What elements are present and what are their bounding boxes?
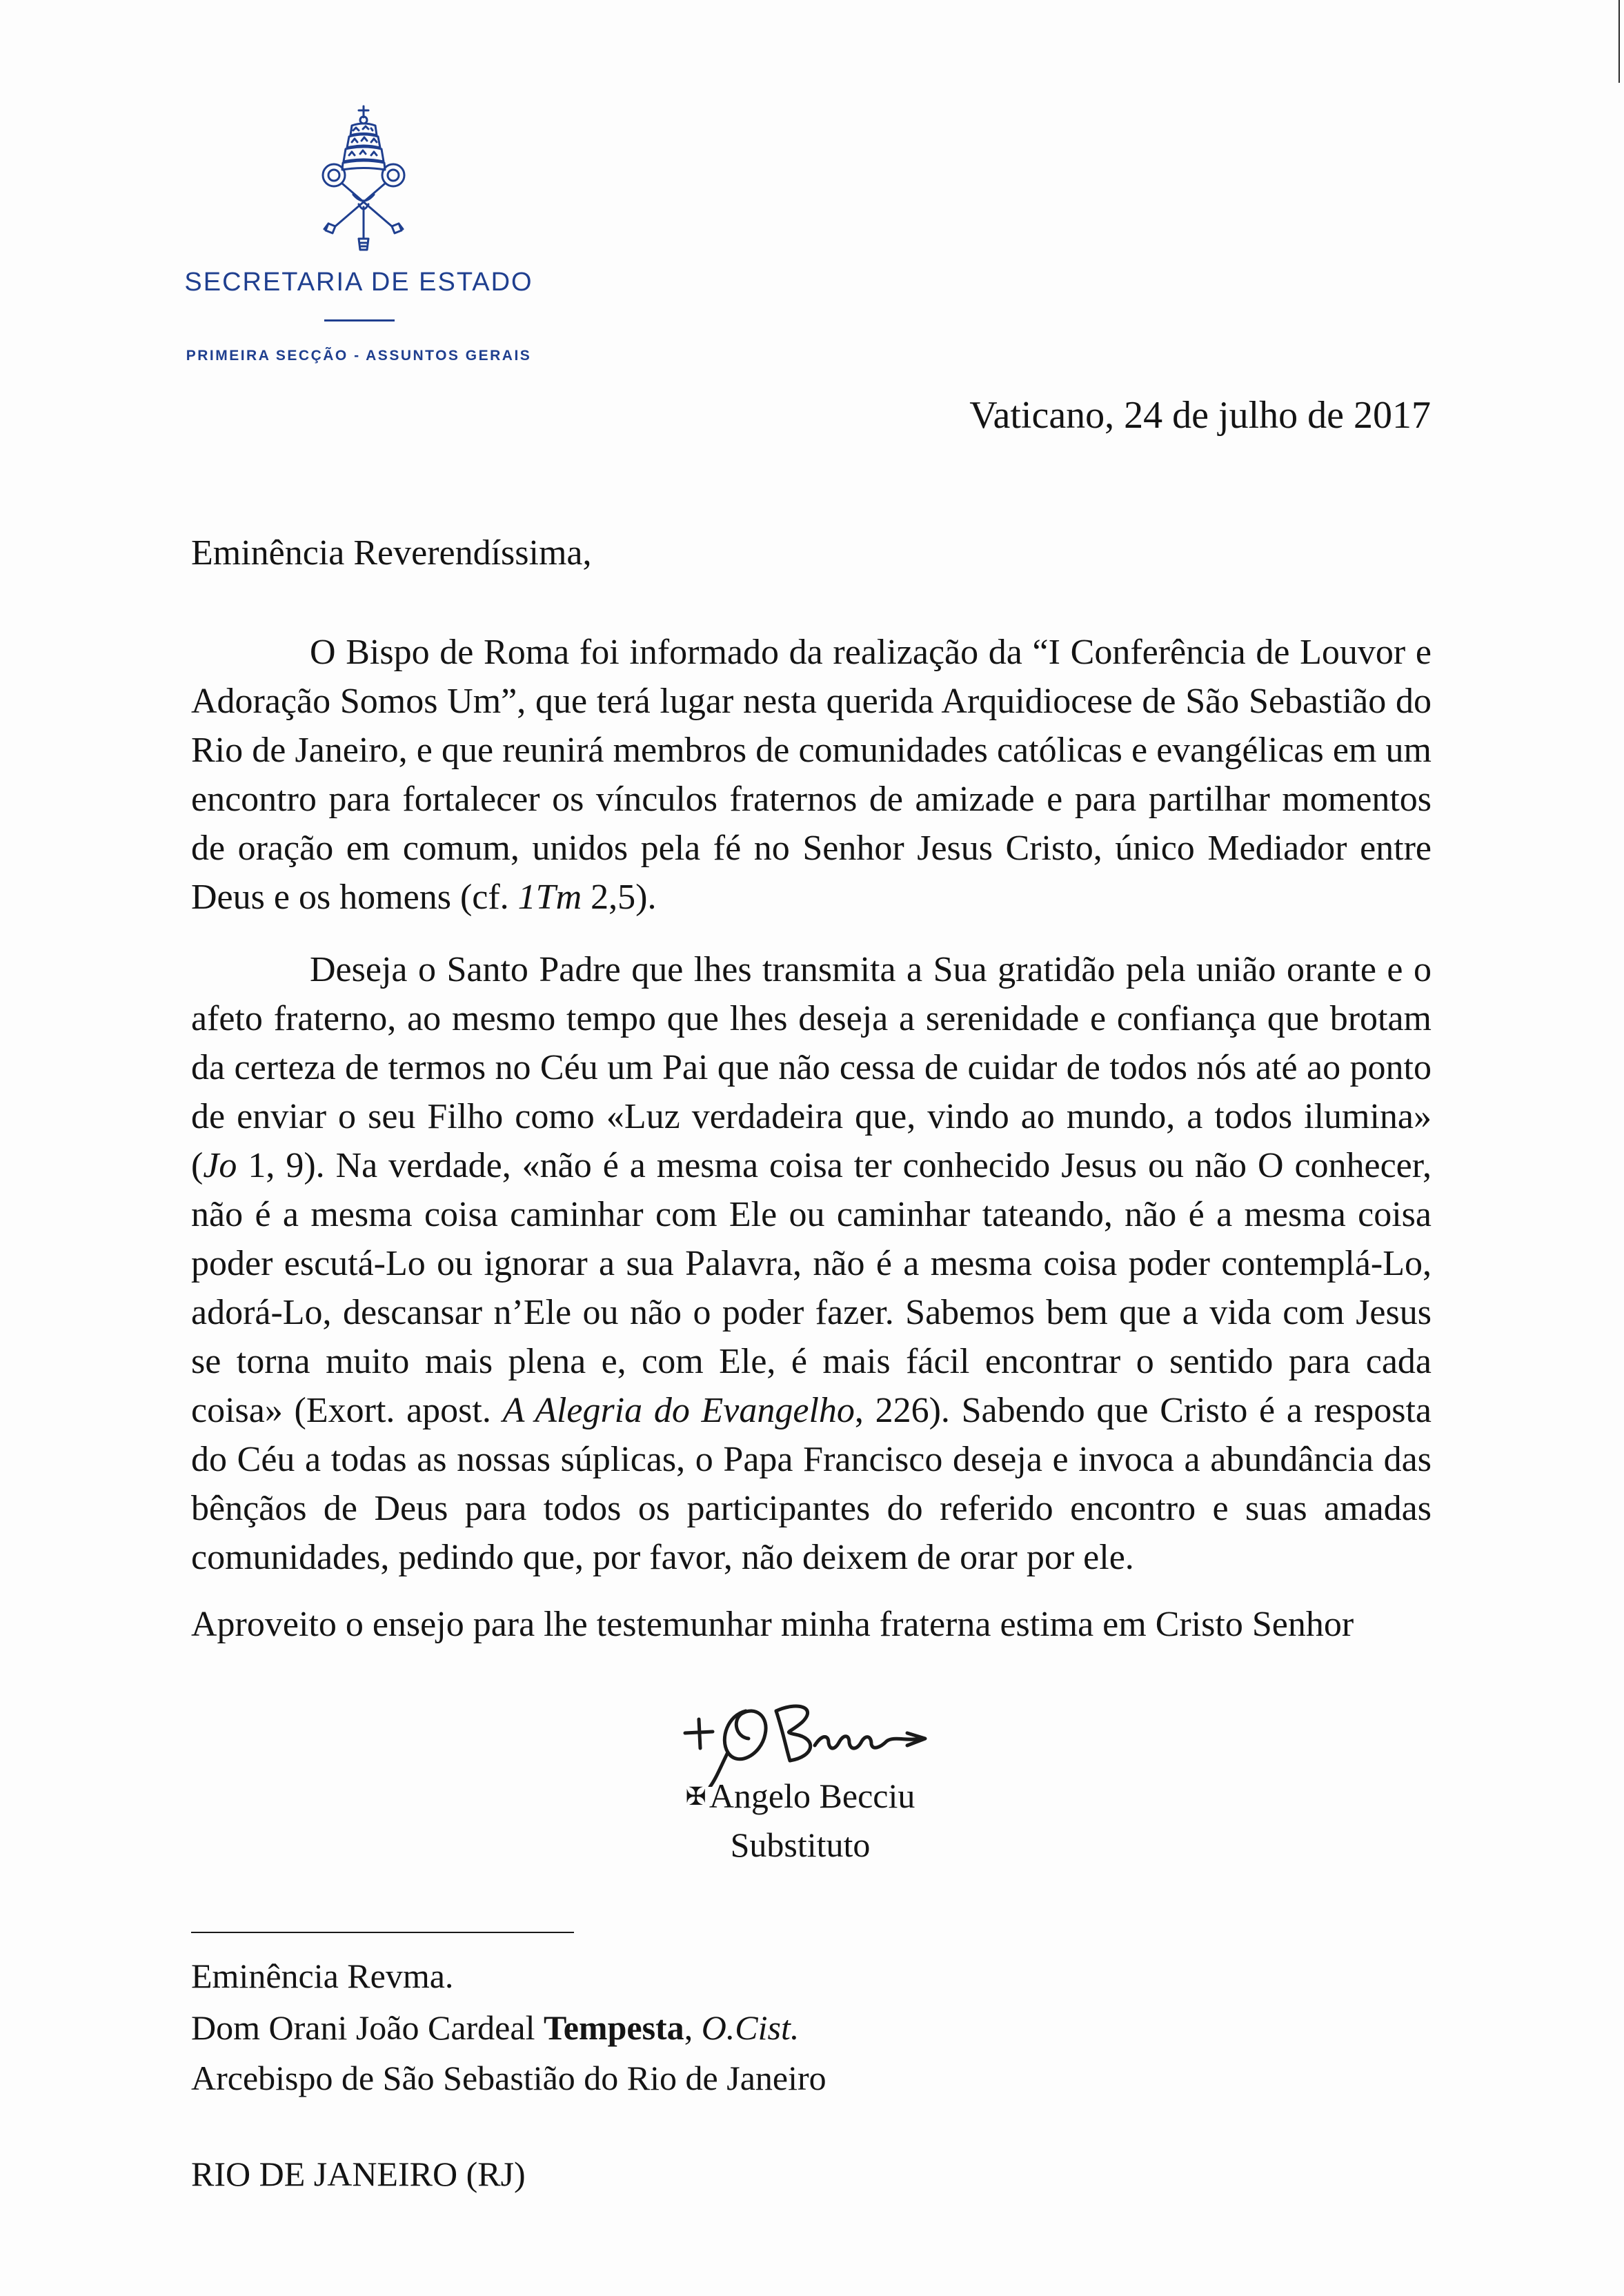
closing-line: Aproveito o ensejo para lhe testemunhar minha fraterna estima em Cristo Senhor [191, 1605, 1354, 1644]
addressee-name-prefix: Dom Orani João Cardeal [191, 2008, 544, 2047]
letterhead-office: SECRETARIA DE ESTADO [184, 268, 533, 297]
addressee-city: RIO DE JANEIRO (RJ) [191, 2155, 526, 2193]
paragraph-1-text-a: O Bispo de Roma foi informado da realização da “I Conferência de Louvor e Adoração Somos Um”, que terá lugar nesta querida Arquidiocese de São Sebastião do Rio de Janeiro, e que reunirá membros de comunidades católicas e evangélicas em um encontro para fortalecer os vínculos fraternos de amizade e para partilhar momentos de oração em comum, unidos pela fé no Senhor Jesus Cristo, único Mediador entre Deus e os homens (cf. [191, 633, 1432, 917]
letterhead-divider [324, 319, 395, 321]
scripture-reference-book: 1Tm [517, 878, 582, 917]
signer-block [683, 1772, 918, 1869]
paragraph-2-text-b: 1, 9). Na verdade, «não é a mesma coisa ter conhecido Jesus ou não O conhecer, não é a mesma coisa caminhar com Ele ou caminhar tateando, não é a mesma coisa poder escutá-Lo ou ignorar a sua Palavra, não é a mesma coisa poder contemplá-Lo, adorá-Lo, descansar n’Ele ou não o poder fazer. Sabemos bem que a vida com Jesus se torna muito mais plena e, com Ele, é mais fácil encontrar o sentido para cada coisa» (Exort. apost. [191, 1146, 1432, 1430]
scan-edge-mark [1618, 0, 1620, 83]
paragraph-2-text-c: , 226). Sabendo que Cristo é a resposta do Céu a todas as nossas súplicas, o Papa Francisco deseja e invoca a abundância das bênçãos de Deus para todos os participantes do referido encontro e suas amadas comunidades, pedindo que, por favor, não deixem de orar por ele. [191, 1391, 1432, 1577]
paragraph-2-text-a: Deseja o Santo Padre que lhes transmita a Sua gratidão pela união orante e o afeto fraterno, ao mesmo tempo que lhes deseja a serenidade e confiança que brotam da certeza de termos no Céu um Pai que não cessa de cuidar de todos nós até ao ponto de enviar o seu Filho como «Luz verdadeira que, vindo ao mundo, a todos ilumina» ( [191, 950, 1432, 1185]
addressee-separator: , [684, 2008, 702, 2047]
signer-name-line [683, 1772, 918, 1821]
papal-coat-of-arms-icon [304, 103, 424, 252]
addressee-order: O.Cist. [701, 2008, 800, 2047]
addressee-surname: Tempesta [543, 2008, 684, 2047]
episcopal-cross-icon: ✠ [685, 1783, 706, 1810]
paragraph-2 [191, 945, 1432, 1582]
addressee-honorific: Eminência Revma. [191, 1957, 454, 1995]
scripture-reference-book: Jo [203, 1146, 237, 1185]
paragraph-1 [191, 628, 1432, 922]
addressee-name [191, 2008, 799, 2048]
addressee-office: Arcebispo de São Sebastião do Rio de Janeiro [191, 2059, 826, 2097]
letter-date: Vaticano, 24 de julho de 2017 [969, 394, 1431, 437]
signer-title: Substituto [730, 1825, 871, 1864]
signer-name: Angelo Becciu [709, 1777, 915, 1815]
paragraph-1-text-b: 2,5). [582, 878, 657, 917]
letterhead-section: PRIMEIRA SECÇÃO - ASSUNTOS GERAIS [186, 348, 532, 364]
addressee-divider [191, 1932, 574, 1933]
cited-work-title: A Alegria do Evangelho [502, 1391, 855, 1430]
salutation: Eminência Reverendíssima, [191, 533, 592, 573]
